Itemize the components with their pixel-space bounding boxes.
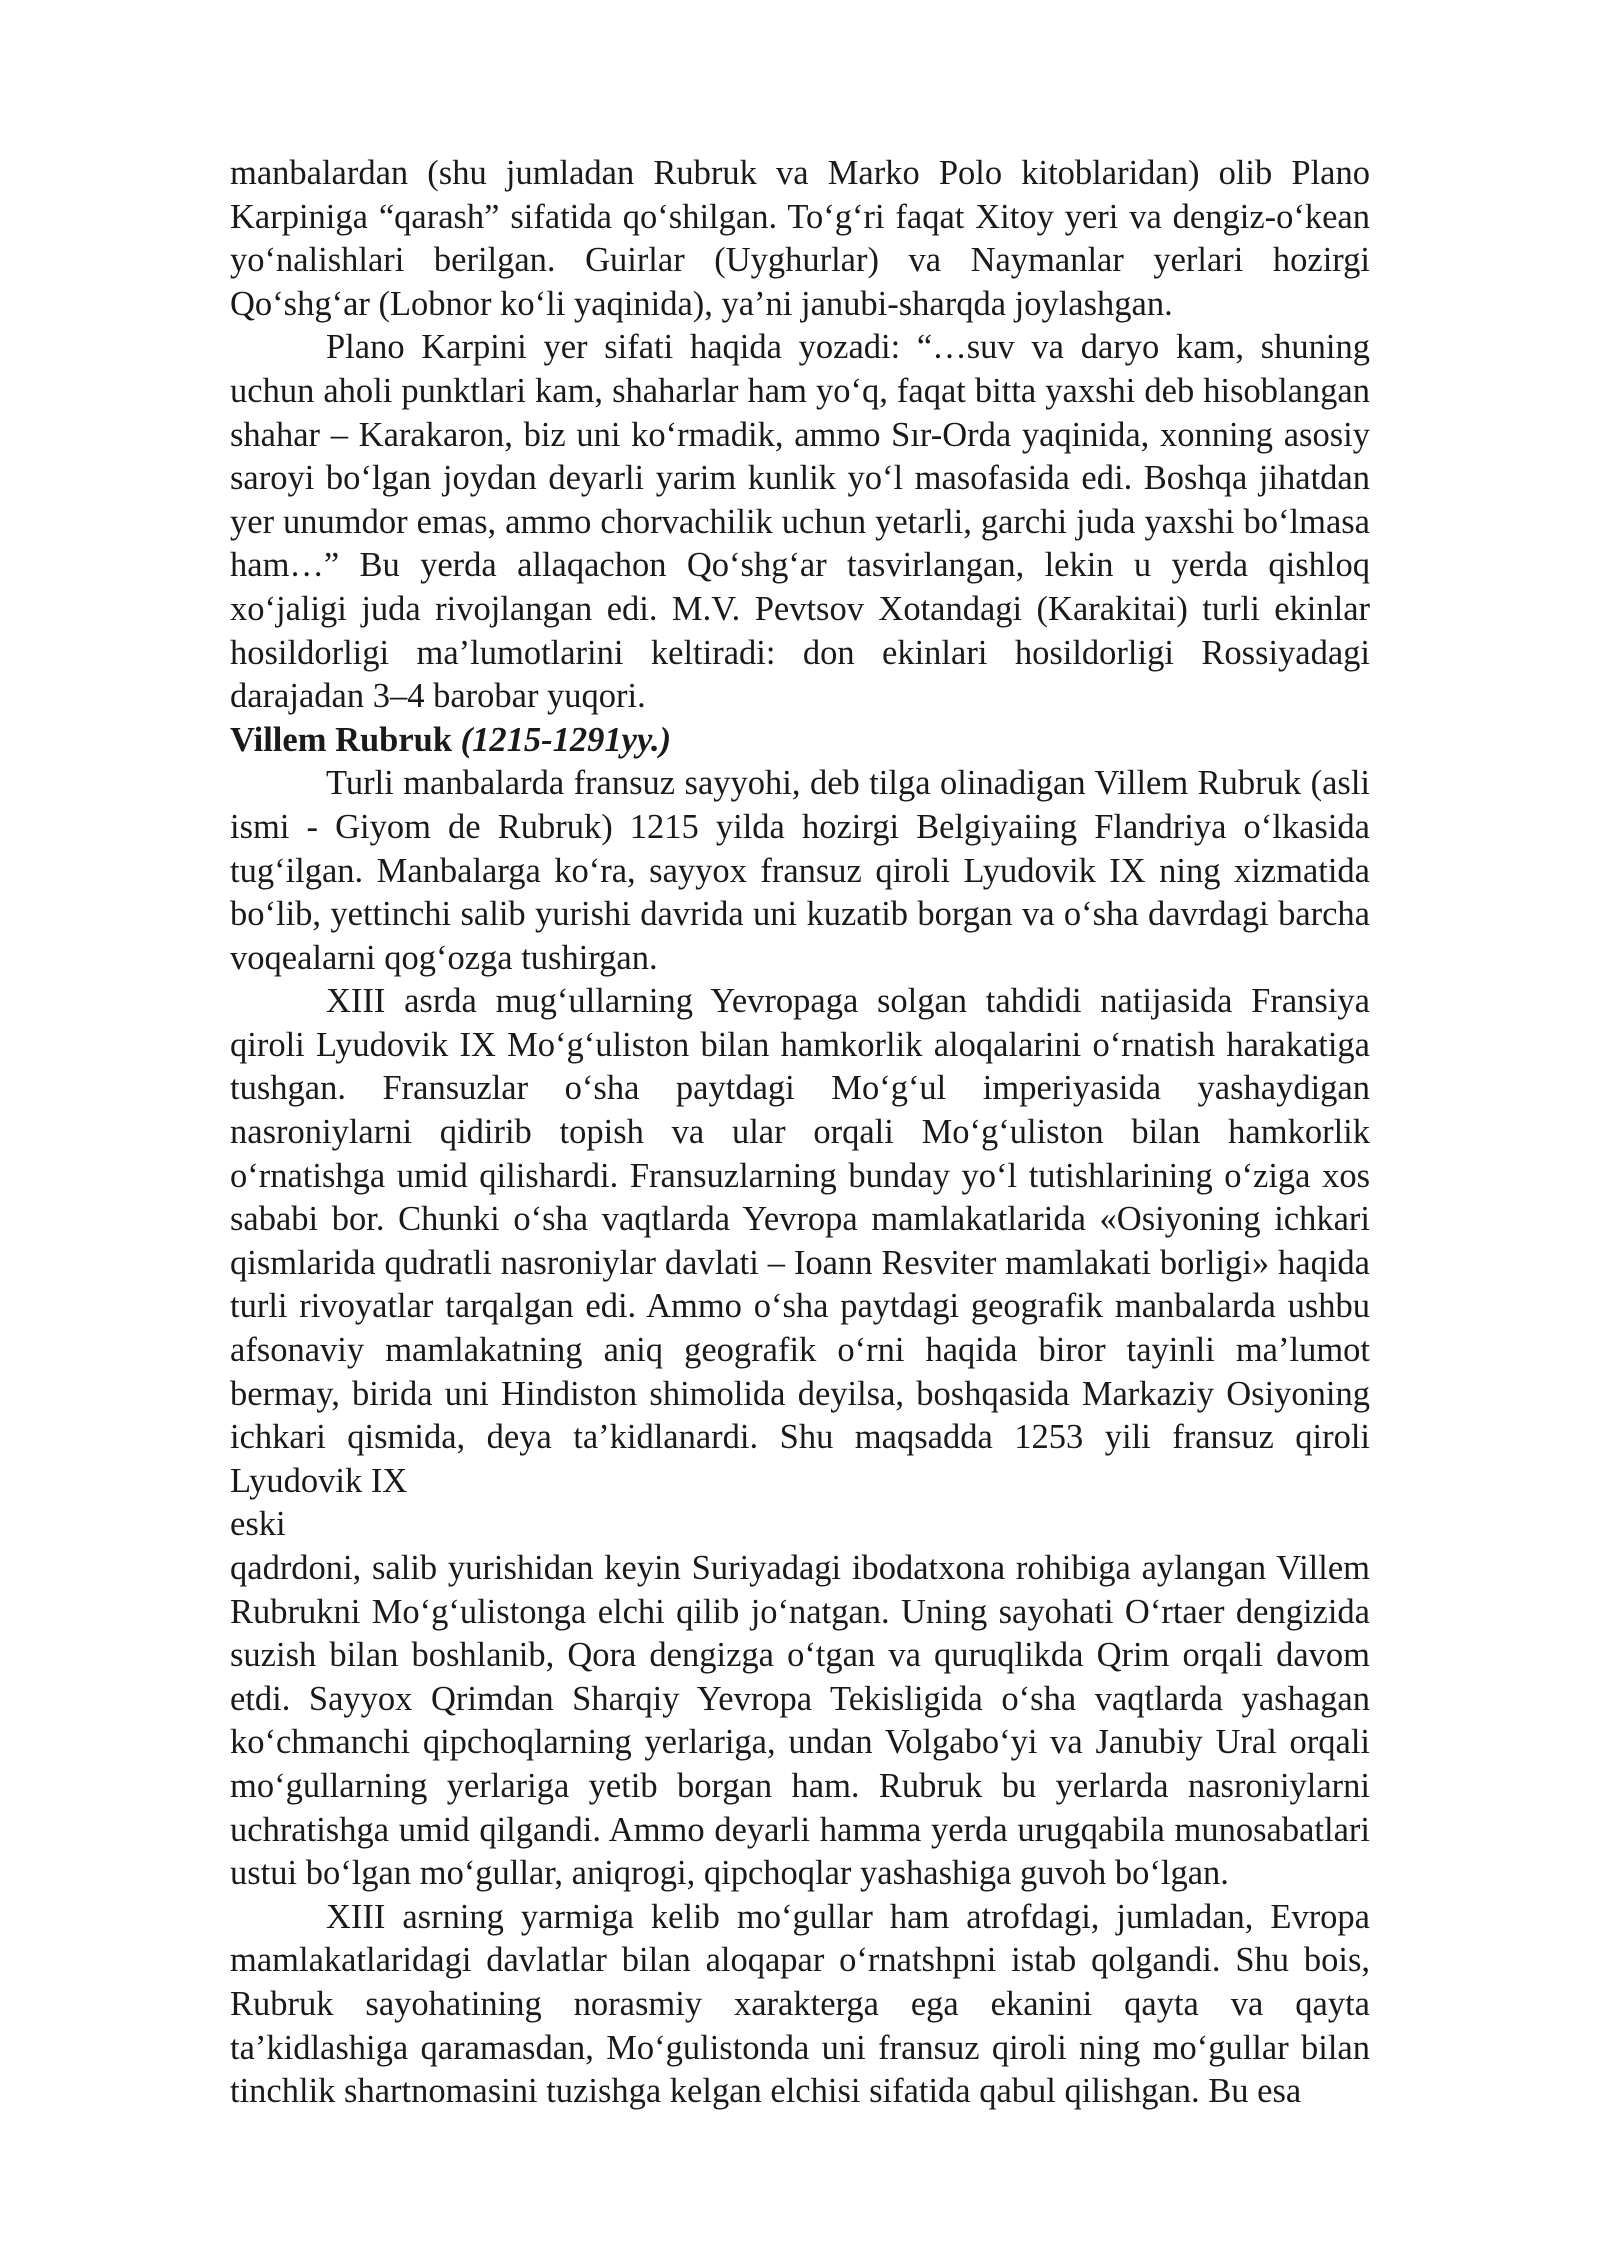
heading-years: (1215-1291yy.)	[460, 720, 672, 759]
paragraph: Plano Karpini yer sifati haqida yozadi: “…suv va daryo kam, shuning uchun aholi punktlari kam, shaharlar ham yo‘q, faqat bitta yaxshi deb hisoblangan shahar – Karakaron, biz uni ko‘rmadik, ammo Sır-Orda yaqinida, xonning asosiy saroyi bo‘lgan joydan deyarli yarim kunlik yo‘l masofasida edi. Boshqa jihatdan yer unumdor emas, ammo chorvachilik uchun yetarli, garchi juda yaxshi bo‘lmasa ham…” Bu yerda allaqachon Qo‘shg‘ar tasvirlangan, lekin u yerda qishloq xo‘jaligi juda rivojlangan edi. M.V. Pevtsov Xotandagi (Karakitai) turli ekinlar hosildorligi ma’lumotlarini keltiradi: don ekinlari hosildorligi Rossiyadagi darajadan 3–4 barobar yuqori.	[230, 328, 1370, 716]
paragraph: XIII asrda mug‘ullarning Yevropaga solgan tahdidi natijasida Fransiya qiroli Lyudovik IX Mo‘g‘uliston bilan hamkorlik aloqalarini o‘rnatish harakatiga tushgan. Fransuzlar o‘sha paytdagi Mo‘g‘ul imperiyasida yashaydigan nasroniylarni qidirib topish va ular orqali Mo‘g‘uliston bilan hamkorlik o‘rnatishga umid qilishardi. Fransuzlarning bunday yo‘l tutishlarining o‘ziga xos sababi bor. Chunki o‘sha vaqtlarda Yevropa mamlakatlarida «Osiyoning ichkari qismlarida qudratli nasroniylar davlati – Ioann Resviter mamlakati borligi» haqida turli rivoyatlar tarqalgan edi. Ammo o‘sha paytdagi geografik manbalarda ushbu afsonaviy mamlakatning aniq geografik o‘rni haqida biror tayinli ma’lumot bermay, birida uni Hindiston shimolida deyilsa, boshqasida Markaziy Osiyoning ichkari qismida, deya ta’kidlanardi. Shu maqsadda 1253 yili fransuz qiroli Lyudovik IX	[230, 982, 1370, 1500]
paragraph: Turli manbalarda fransuz sayyohi, deb tilga olinadigan Villem Rubruk (asli ismi - Giyom de Rubruk) 1215 yilda hozirgi Belgiyaiing Flandriya o‘lkasida tug‘ilgan. Manbalarga ko‘ra, sayyox fransuz qiroli Lyudovik IX ning xizmatida bo‘lib, yettinchi salib yurishi davrida uni kuzatib borgan va o‘sha davrdagi barcha voqealarni qog‘ozga tushirgan.	[230, 764, 1370, 977]
paragraph: qadrdoni, salib yurishidan keyin Suriyadagi ibodatxona rohibiga aylangan Villem Rubrukni Mo‘g‘ulistonga elchi qilib jo‘natgan. Uning sayohati O‘rtaer dengizida suzish bilan boshlanib, Qora dengizga o‘tgan va quruqlikda Qrim orqali davom etdi. Sayyox Qrimdan Sharqiy Yevropa Tekisligida o‘sha vaqtlarda yashagan ko‘chmanchi qipchoqlarning yerlariga, undan Volgabo‘yi va Janubiy Ural orqali mo‘gullarning yerlariga yetib borgan ham. Rubruk bu yerlarda nasroniylarni uchratishga umid qilgandi. Ammo deyarli hamma yerda urugqabila munosabatlari ustui bo‘lgan mo‘gullar, aniqrogi, qipchoqlar yashashiga guvoh bo‘lgan.	[230, 1549, 1370, 1893]
section-heading	[230, 719, 1370, 763]
heading-name: Villem Rubruk	[230, 720, 453, 759]
document-page	[230, 152, 1370, 2114]
paragraph: manbalardan (shu jumladan Rubruk va Marko Polo kitoblaridan) olib Plano Karpiniga “qarash” sifatida qo‘shilgan. To‘g‘ri faqat Xitoy yeri va dengiz-o‘kean yo‘nalishlari berilgan. Guirlar (Uyghurlar) va Naymanlar yerlari hozirgi Qo‘shg‘ar (Lobnor ko‘li yaqinida), ya’ni janubi-sharqda joylashgan.	[230, 154, 1370, 323]
paragraph: XIII asrning yarmiga kelib mo‘gullar ham atrofdagi, jumladan, Evropa mamlakatlaridagi davlatlar bilan aloqapar o‘rnatshpni istab qolgandi. Shu bois, Rubruk sayohatining norasmiy xarakterga ega ekanini qayta va qayta ta’kidlashiga qaramasdan, Mo‘gulistonda uni fransuz qiroli ning mo‘gullar bilan tinchlik shartnomasini tuzishga kelgan elchisi sifatida qabul qilishgan. Bu esa	[230, 1897, 1370, 2111]
paragraph-fragment: eski	[230, 1505, 286, 1544]
